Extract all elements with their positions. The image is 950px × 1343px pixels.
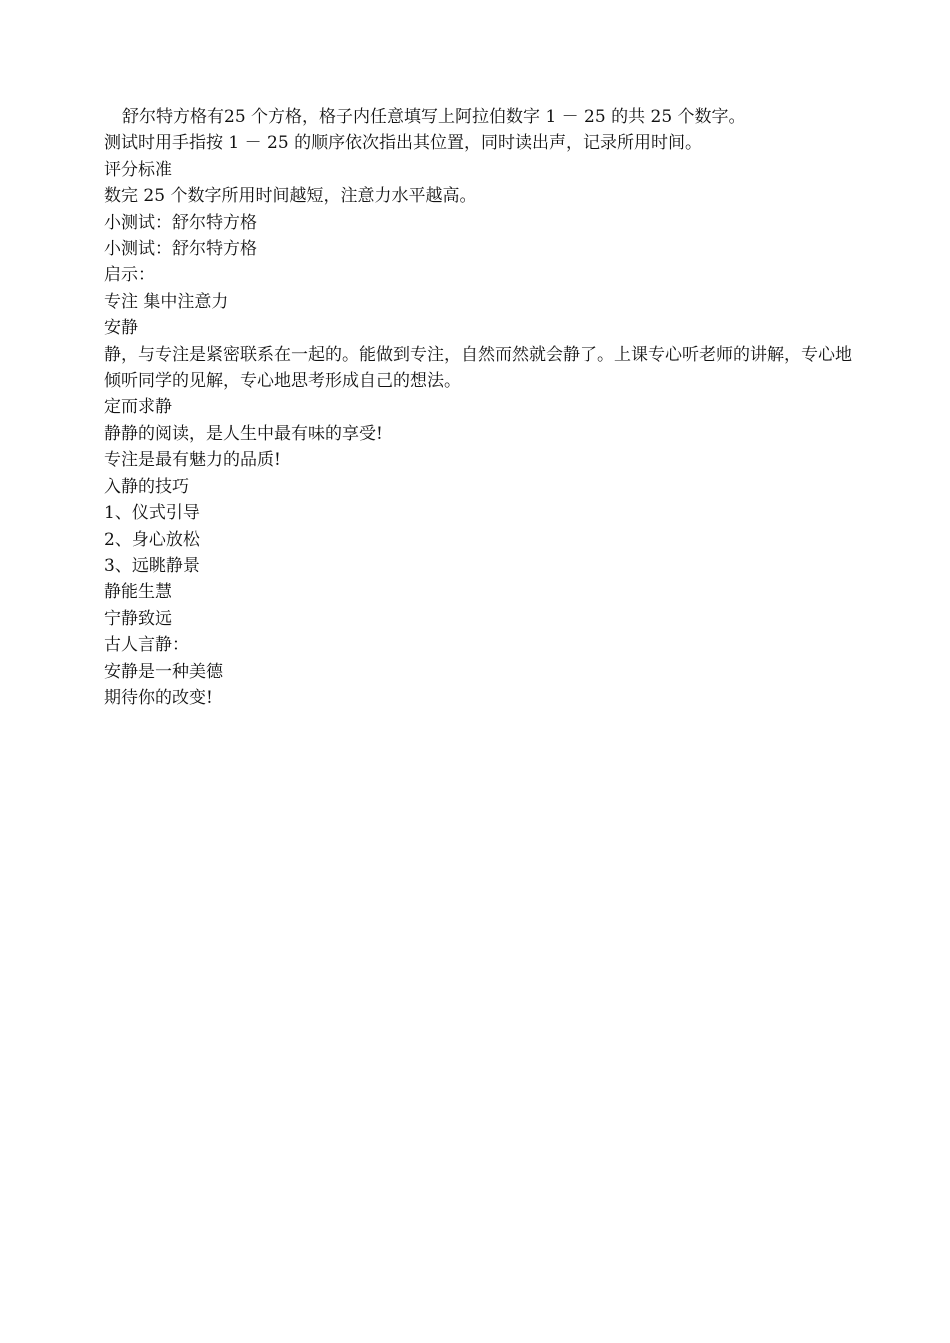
- text-expect-change: 期待你的改变!: [104, 687, 213, 708]
- text-seek-calm: 定而求静: [104, 397, 172, 418]
- heading-quiet: 安静: [104, 318, 138, 339]
- paragraph-test-method: 测试时用手指按 1 － 25 的顺序依次指出其位置，同时读出声，记录所用时间。: [104, 133, 703, 154]
- list-item-relax: 2、身心放松: [104, 529, 200, 550]
- heading-ancient-sayings: 古人言静：: [104, 635, 189, 656]
- document-body: [104, 104, 856, 711]
- text-focus-charm: 专注是最有魅力的品质!: [104, 450, 281, 471]
- heading-scoring-criteria: 评分标准: [104, 159, 172, 180]
- text-calm-wisdom: 静能生慧: [104, 582, 172, 603]
- text-quiet-virtue: 安静是一种美德: [104, 661, 223, 682]
- text-quiet-reading: 静静的阅读，是人生中最有味的享受!: [104, 423, 383, 444]
- text-focus: 专注 集中注意力: [104, 291, 229, 312]
- heading-insight: 启示：: [104, 265, 155, 286]
- paragraph-scoring-rule: 数完 25 个数字所用时间越短，注意力水平越高。: [104, 186, 477, 207]
- list-item-gaze: 3、远眺静景: [104, 555, 200, 576]
- paragraph-schulte-intro: 舒尔特方格有25 个方格，格子内任意填写上阿拉伯数字 1 － 25 的共 25 个数字。: [122, 107, 746, 127]
- heading-mini-test-2: 小测试：舒尔特方格: [104, 239, 257, 260]
- heading-calm-techniques: 入静的技巧: [104, 476, 189, 497]
- text-tranquility: 宁静致远: [104, 608, 172, 629]
- heading-mini-test-1: 小测试：舒尔特方格: [104, 212, 257, 233]
- paragraph-quiet-focus: 静，与专注是紧密联系在一起的。能做到专注，自然而然就会静了。上课专心听老师的讲解，专心地倾听同学的见解，专心地思考形成自己的想法。: [104, 344, 852, 392]
- list-item-ritual: 1、仪式引导: [104, 503, 200, 524]
